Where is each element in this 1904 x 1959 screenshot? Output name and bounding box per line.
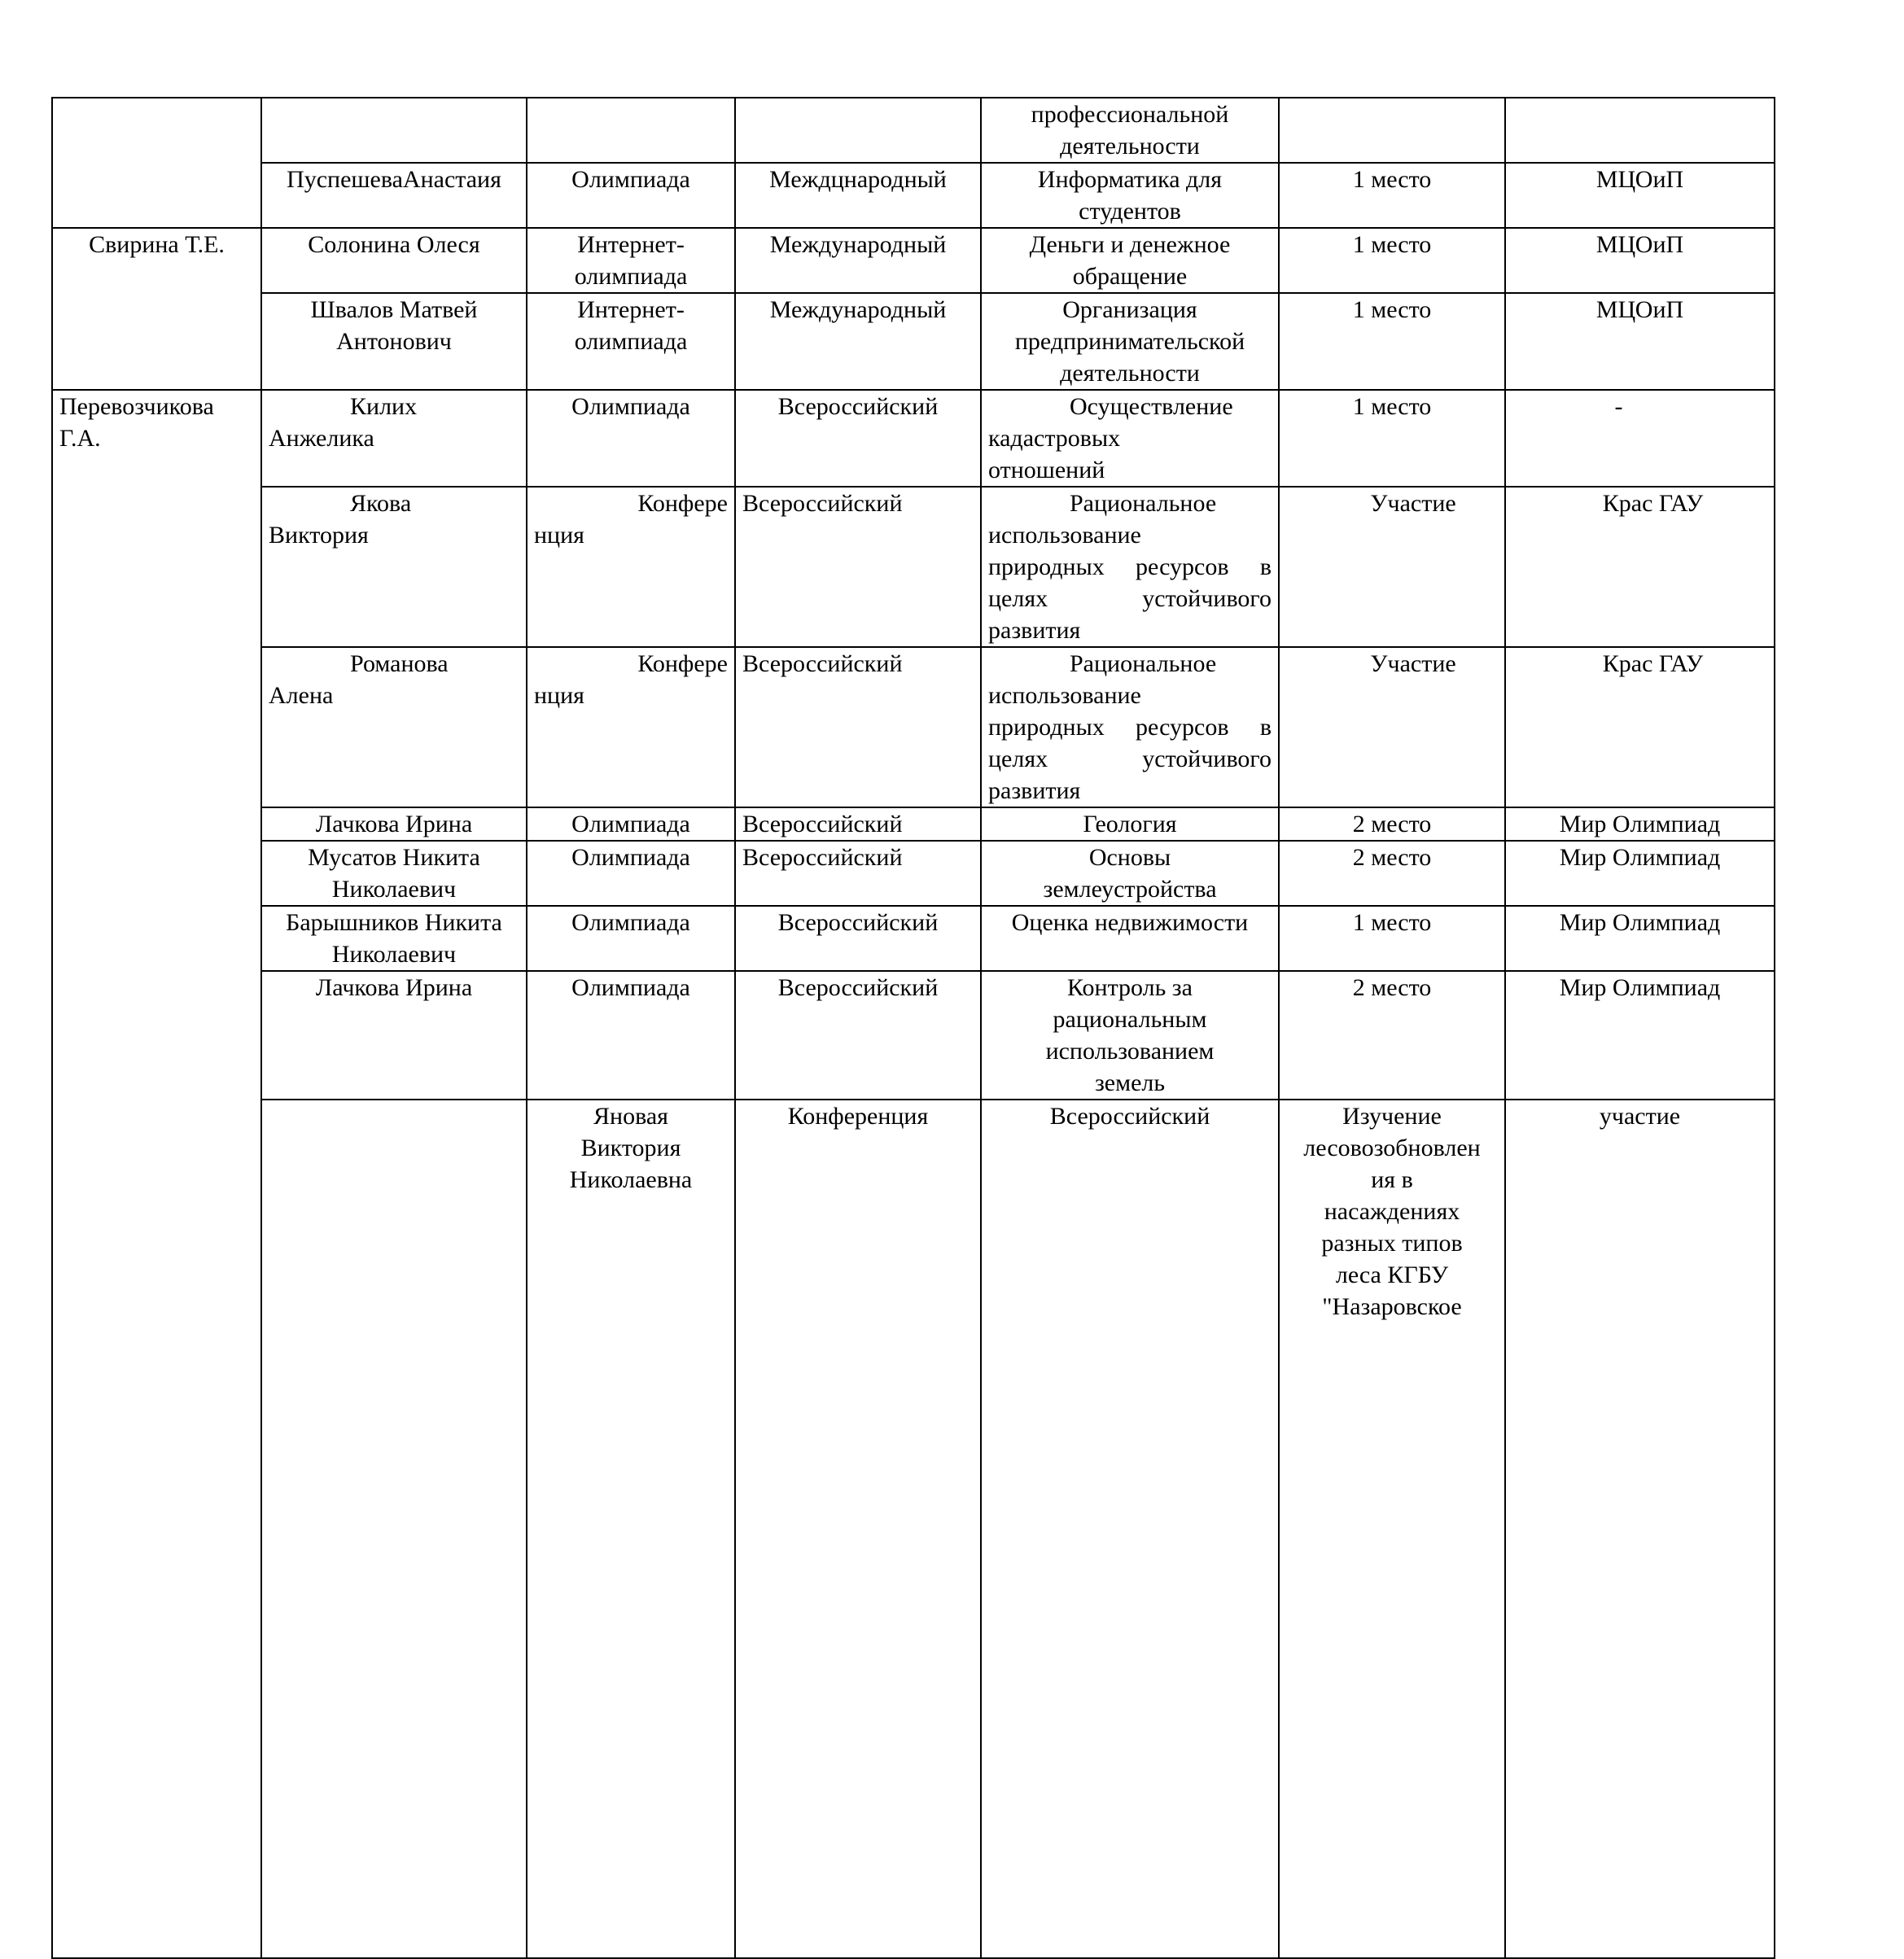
result-cell: 1 место — [1279, 390, 1505, 487]
topic-line: Рациональное — [1070, 650, 1217, 677]
student-cell — [261, 647, 527, 807]
level-cell: Всероссийский — [735, 390, 981, 487]
level-cell: Международный — [735, 293, 981, 390]
level-cell: Всероссийский — [735, 487, 981, 647]
result-cell — [1279, 98, 1505, 163]
student-line: Романова — [350, 650, 449, 677]
level-cell — [735, 98, 981, 163]
result-cell: 1 место — [1279, 228, 1505, 293]
topic-line: целях устойчивого — [988, 746, 1272, 772]
level-cell: Всероссийский — [981, 1100, 1279, 1958]
level-cell: Междцнародный — [735, 163, 981, 228]
topic-cell — [981, 971, 1279, 1100]
topic-line: кадастровых — [988, 425, 1121, 452]
topic-cell — [981, 487, 1279, 647]
event-type-cell: Олимпиада — [527, 807, 735, 841]
topic-line: Рациональное — [1070, 490, 1217, 517]
topic-line: природных ресурсов в — [988, 553, 1272, 580]
student-text: Яновая Виктория Николаевна — [569, 1103, 693, 1193]
topic-cell — [981, 647, 1279, 807]
topic-cell: Геология — [981, 807, 1279, 841]
organizer-cell: - — [1505, 390, 1775, 487]
event-type-cell: Олимпиада — [527, 163, 735, 228]
organizer-cell — [1505, 98, 1775, 163]
topic-cell: Оценка недвижимости — [981, 906, 1279, 971]
teacher-cell: Свирина Т.Е. — [52, 228, 261, 390]
student-cell — [261, 293, 527, 390]
result-cell: 2 место — [1279, 807, 1505, 841]
student-line: Алена — [269, 682, 334, 709]
result-cell: Участие — [1279, 487, 1505, 647]
student-line: Анжелика — [269, 425, 374, 452]
event-type-cell — [527, 98, 735, 163]
topic-cell — [1279, 1100, 1505, 1958]
event-type-line: нция — [534, 522, 584, 549]
result-cell: 2 место — [1279, 841, 1505, 906]
student-text: Швалов Матвей Антонович — [310, 296, 478, 355]
student-cell — [261, 906, 527, 971]
teacher-cell — [261, 1100, 527, 1958]
event-type-cell: Олимпиада — [527, 390, 735, 487]
student-line: Виктория — [269, 522, 369, 549]
topic-text: профессиональной деятельности — [1031, 101, 1229, 160]
topic-cell — [981, 98, 1279, 163]
student-cell — [261, 98, 527, 163]
student-cell: Солонина Олеся — [261, 228, 527, 293]
event-type-line: Конфере — [637, 650, 728, 677]
organizer-cell: Крас ГАУ — [1505, 487, 1775, 647]
student-cell: ПуспешеваАнастаия — [261, 163, 527, 228]
teacher-cell: Перевозчикова Г.А. — [52, 390, 261, 1958]
topic-text: Изучение лесовозобновления в насаждениях разных типов леса КГБУ "Назаровское — [1303, 1103, 1481, 1320]
result-cell: участие — [1505, 1100, 1775, 1958]
organizer-cell: Мир Олимпиад — [1505, 971, 1775, 1100]
teacher-cell — [52, 98, 261, 228]
table-row — [52, 293, 1775, 390]
topic-line: целях устойчивого — [988, 585, 1272, 612]
table-row — [52, 1100, 1775, 1958]
table-row — [52, 906, 1775, 971]
level-cell: Всероссийский — [735, 841, 981, 906]
event-type-text: Интернет-олимпиада — [574, 296, 688, 355]
topic-text: Информатика для студентов — [1037, 166, 1223, 225]
event-type-cell: Олимпиада — [527, 971, 735, 1100]
result-cell: 2 место — [1279, 971, 1505, 1100]
level-cell: Всероссийский — [735, 647, 981, 807]
topic-text: Основы землеустройства — [1043, 844, 1217, 903]
topic-line: использование — [988, 522, 1141, 549]
event-type-text: Интернет-олимпиада — [574, 231, 688, 290]
level-cell: Всероссийский — [735, 971, 981, 1100]
student-text: Мусатов Никита Николаевич — [308, 844, 480, 903]
topic-cell — [981, 841, 1279, 906]
student-cell: Лачкова Ирина — [261, 971, 527, 1100]
table-row — [52, 228, 1775, 293]
topic-line: развития — [988, 777, 1081, 804]
topic-line: природных ресурсов в — [988, 714, 1272, 741]
topic-line: развития — [988, 617, 1081, 644]
event-type-cell — [527, 228, 735, 293]
level-cell: Всероссийский — [735, 807, 981, 841]
topic-line: Осуществление — [1070, 393, 1233, 420]
event-type-cell — [527, 293, 735, 390]
organizer-cell: МЦОиП — [1505, 163, 1775, 228]
table-row — [52, 807, 1775, 841]
student-line: Якова — [350, 490, 412, 517]
event-type-cell: Конференция — [735, 1100, 981, 1958]
event-type-cell: Олимпиада — [527, 841, 735, 906]
awards-table — [51, 97, 1775, 1959]
student-cell — [261, 487, 527, 647]
level-cell: Всероссийский — [735, 906, 981, 971]
organizer-cell: Мир Олимпиад — [1505, 906, 1775, 971]
topic-cell — [981, 228, 1279, 293]
event-type-cell: Олимпиада — [527, 906, 735, 971]
topic-text: Контроль за рациональным использованием земель — [1045, 974, 1215, 1096]
result-cell: Участие — [1279, 647, 1505, 807]
topic-line: отношений — [988, 457, 1105, 483]
organizer-cell: Мир Олимпиад — [1505, 807, 1775, 841]
student-text: Барышников Никита Николаевич — [286, 909, 502, 968]
table-row — [52, 841, 1775, 906]
event-type-line: Конфере — [637, 490, 728, 517]
table-row — [52, 647, 1775, 807]
organizer-cell: Крас ГАУ — [1505, 647, 1775, 807]
table-row — [52, 390, 1775, 487]
student-cell — [261, 841, 527, 906]
result-cell: 1 место — [1279, 906, 1505, 971]
table-row — [52, 98, 1775, 163]
topic-line: использование — [988, 682, 1141, 709]
topic-text: Деньги и денежное обращение — [1029, 231, 1231, 290]
organizer-cell: Мир Олимпиад — [1505, 841, 1775, 906]
table-row — [52, 487, 1775, 647]
student-cell — [261, 390, 527, 487]
topic-cell — [981, 163, 1279, 228]
organizer-cell: МЦОиП — [1505, 293, 1775, 390]
level-cell: Международный — [735, 228, 981, 293]
student-cell: Лачкова Ирина — [261, 807, 527, 841]
event-type-cell — [527, 647, 735, 807]
result-cell: 1 место — [1279, 163, 1505, 228]
topic-cell: Организация предпринимательской деятельности — [981, 293, 1279, 390]
result-cell: 1 место — [1279, 293, 1505, 390]
student-line: Килих — [350, 393, 418, 420]
student-cell — [527, 1100, 735, 1958]
table-row — [52, 163, 1775, 228]
organizer-cell: МЦОиП — [1505, 228, 1775, 293]
event-type-line: нция — [534, 682, 584, 709]
table-row — [52, 971, 1775, 1100]
event-type-cell — [527, 487, 735, 647]
topic-cell — [981, 390, 1279, 487]
